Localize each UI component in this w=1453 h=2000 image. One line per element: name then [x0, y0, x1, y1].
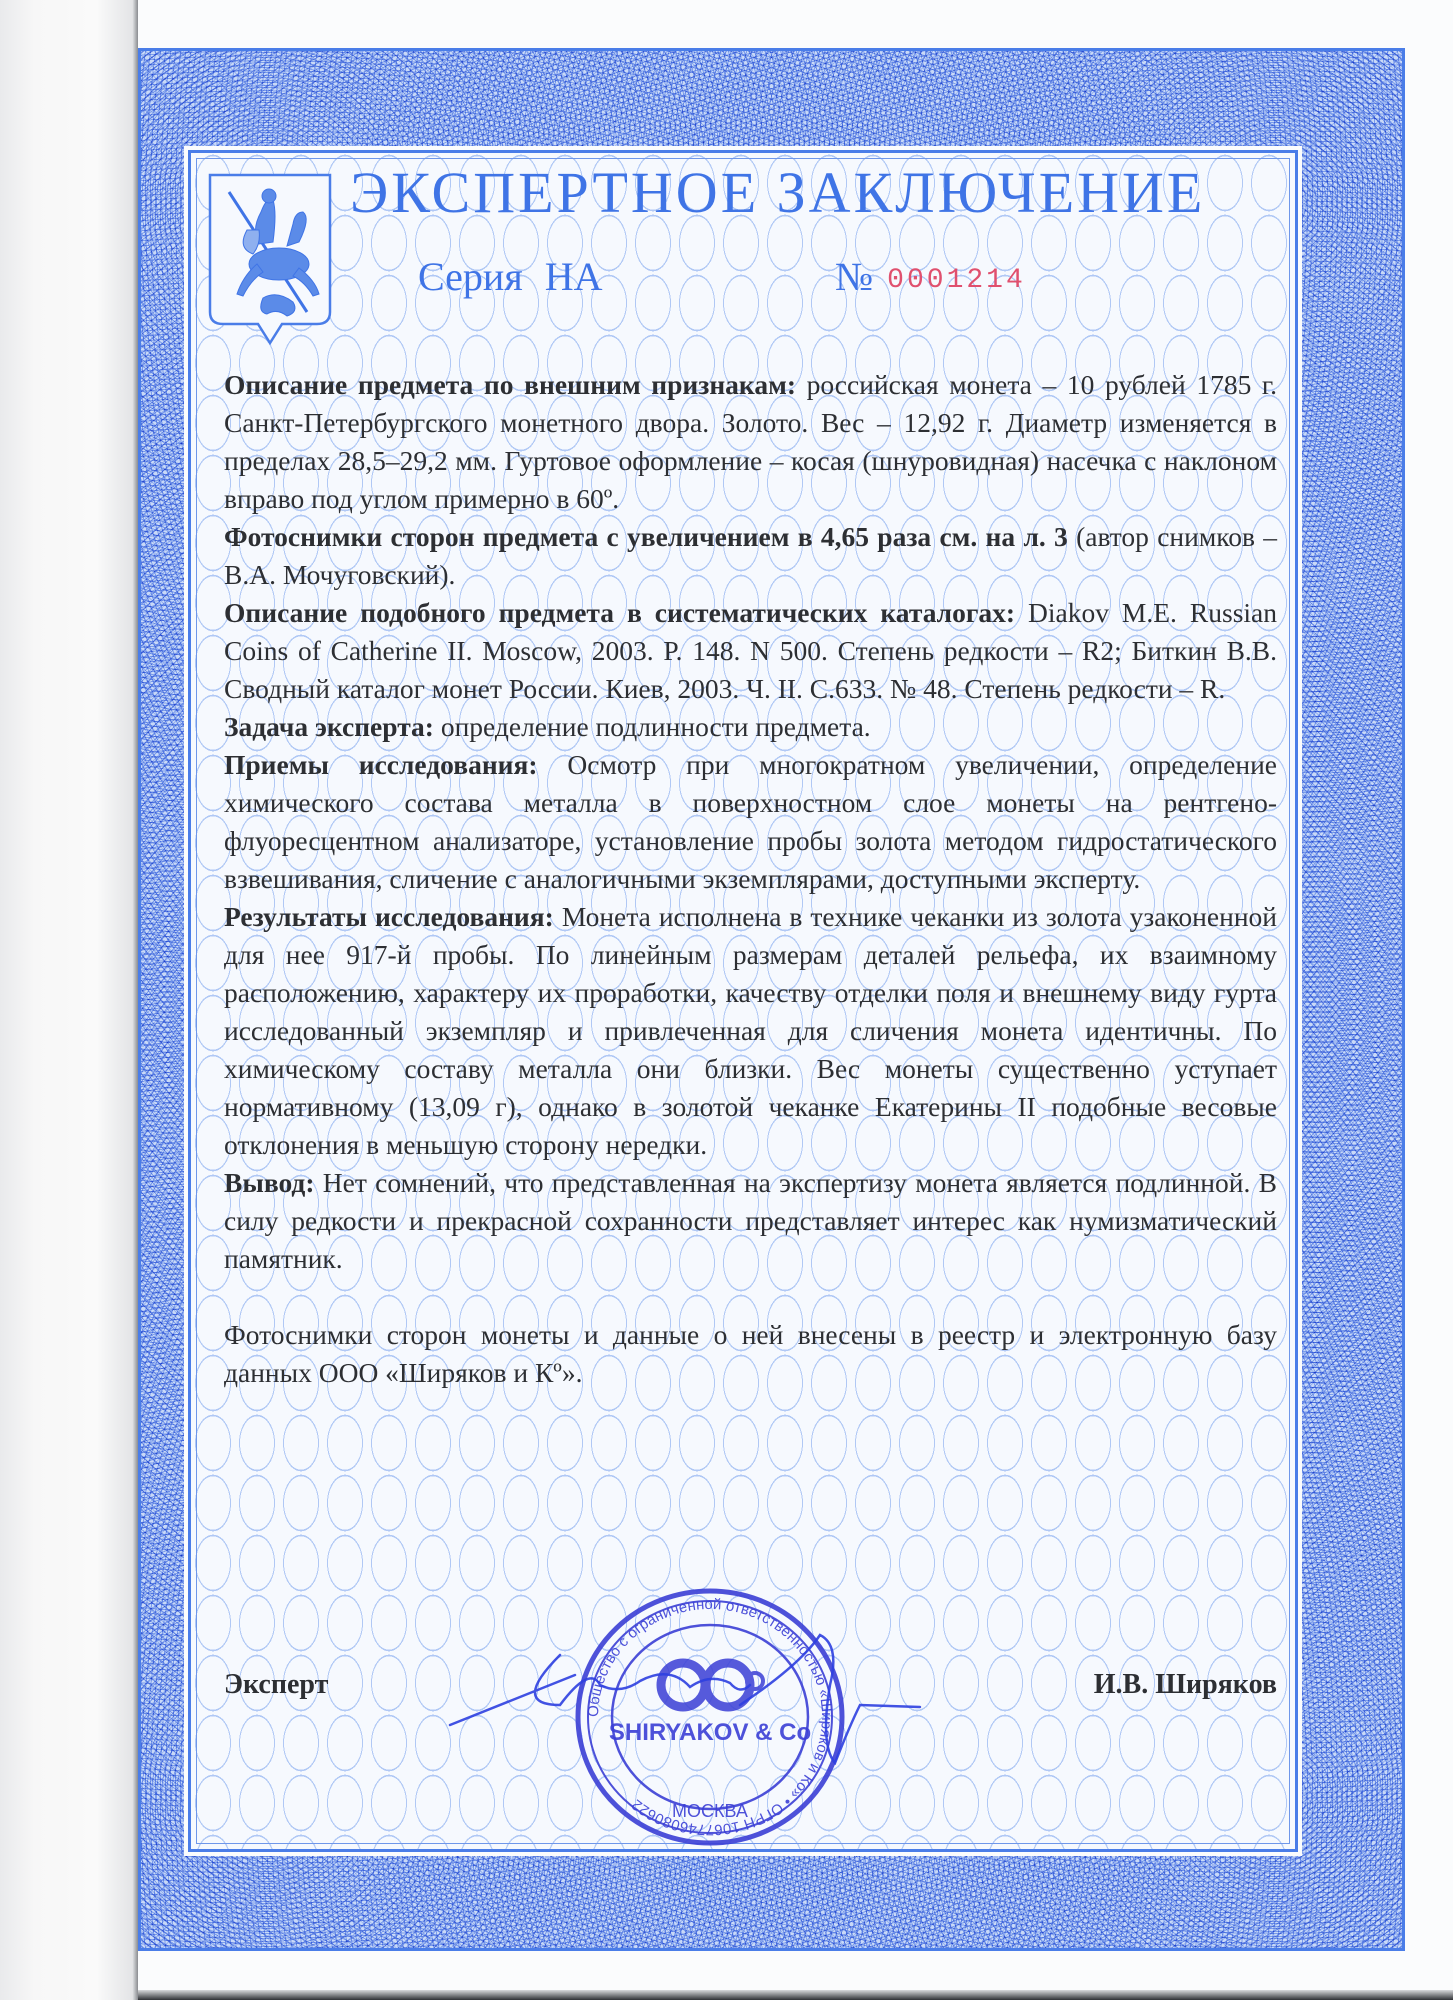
facing-page-gutter — [0, 0, 138, 2000]
series-field — [418, 252, 603, 302]
expert-label: Эксперт — [224, 1669, 329, 1700]
section-label: Задача эксперта: — [224, 711, 434, 742]
signature-row — [224, 1665, 1277, 1705]
section-text: Нет сомнений, что представленная на экспертизу монета является подлинной. В силу редкости и прекрасной сохранности представляет интерес как нумизматический памятник. — [224, 1167, 1277, 1274]
section-methods — [224, 746, 1277, 898]
section-task — [224, 708, 1277, 746]
certificate-number: 0001214 — [887, 265, 1026, 296]
page-bottom-edge — [138, 1990, 1453, 2000]
section-text: (автор снимков – В.А. Мочуговский). — [224, 521, 1278, 590]
stamp-city: МОСКВА — [672, 1801, 748, 1821]
certificate-number-field — [835, 252, 1026, 306]
series-label: Серия — [418, 254, 523, 299]
expert-name: И.В. Ширяков — [1093, 1669, 1277, 1700]
number-sign: № — [835, 254, 874, 299]
section-photos — [224, 518, 1277, 594]
section-text: определение подлинности предмета. — [433, 711, 871, 742]
stamp-center-text: SHIRYAKOV & Co — [608, 1719, 812, 1746]
stamp-ring-text: Общество с ограниченной ответственностью «Ширяков и Ко» • ОГРН 1067746080622 — [584, 1595, 836, 1839]
section-text: Осмотр при многократном увеличении, определение химического состава металла в поверхностном слое монеты на рентгено-флуоресцентном анализаторе, установление пробы золота методом гидростатического взвешивания, сличение с аналогичными экземплярами, доступными эксперту. — [224, 749, 1277, 894]
section-results — [224, 898, 1277, 1164]
section-text: Монета исполнена в технике чеканки из золота узаконенной для нее 917-й пробы. По линейным размерам деталей рельефа, их взаимному расположению, характеру их проработки, качеству отделки поля и внешнему виду гурта исследованный экземпляр и привлеченная для сличения монета идентичны. По химическому составу металла они близки. Вес монеты существенно уступает нормативному (13,09 г), однако в золотой чеканке Екатерины II подобные весовые отклонения в меньшую сторону нередки. — [224, 901, 1278, 1160]
document-title: ЭКСПЕРТНОЕ ЗАКЛЮЧЕНИЕ — [350, 160, 1206, 225]
series-value: НА — [544, 254, 603, 299]
certificate-body — [224, 366, 1277, 1392]
section-external-description — [224, 366, 1277, 518]
section-label: Вывод: — [224, 1167, 315, 1198]
section-label: Описание предмета по внешним признакам: — [224, 369, 796, 400]
section-text: Diakov M.E. Russian Coins of Catherine II. Moscow, 2003. P. 148. N 500. Степень редкости – R2; Биткин В.В. Сводный каталог монет России. Киев, 2003. Ч. II. С.633. № 48. Степень редкости – R. — [224, 597, 1277, 704]
moscow-coat-of-arms-icon — [207, 172, 333, 345]
section-text: российская монета – 10 рублей 1785 г. Санкт-Петербургского монетного двора. Золото. Вес – 12,92 г. Диаметр изменяется в пределах 28,5–29,2 мм. Гуртовое оформление – косая (шнуровидная) насечка с наклоном вправо под углом примерно в 60º. — [224, 369, 1277, 514]
section-label: Описание подобного предмета в систематических каталогах: — [224, 597, 1016, 628]
section-catalogs — [224, 594, 1277, 708]
registry-note: Фотоснимки сторон монеты и данные о ней внесены в реестр и электронную базу данных ООО «Ширяков и Кº». — [224, 1319, 1277, 1388]
section-conclusion — [224, 1164, 1277, 1278]
section-label: Приемы исследования: — [224, 749, 538, 780]
section-label: Фотоснимки сторон предмета с увеличением в 4,65 раза см. на л. 3 — [224, 521, 1068, 552]
section-label: Результаты исследования: — [224, 901, 554, 932]
